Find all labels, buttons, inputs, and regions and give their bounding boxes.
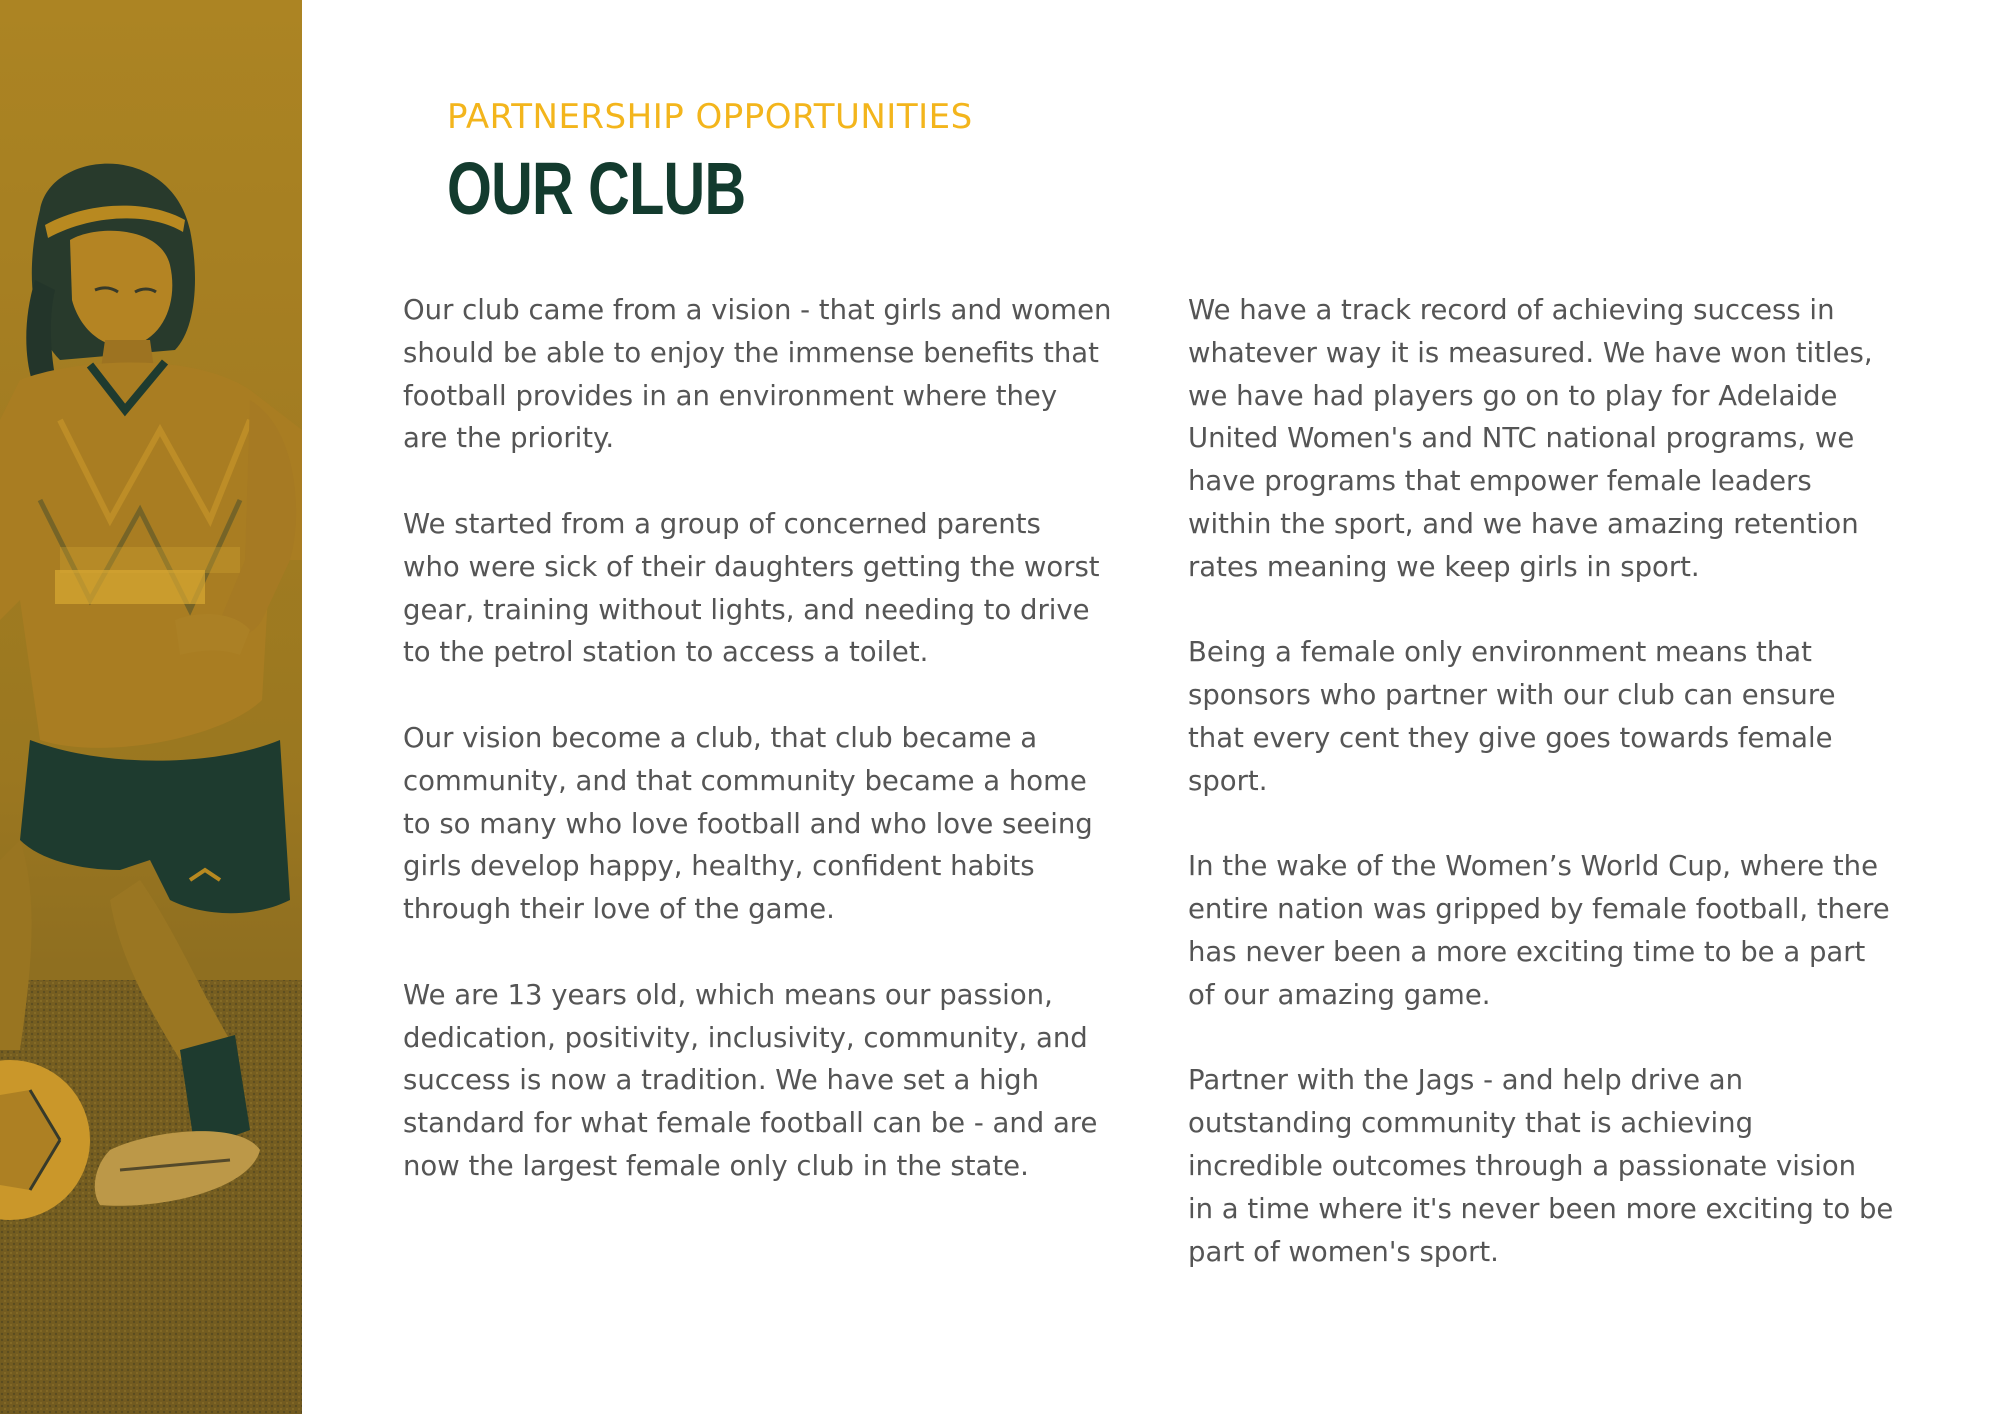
- paragraph: [403, 289, 1163, 460]
- paragraph-gap: [403, 674, 1163, 717]
- paragraph-gap: [403, 460, 1163, 503]
- text-line: who were sick of their daughters getting the worst: [403, 550, 1100, 583]
- text-line: we have had players go on to play for Adelaide: [1188, 379, 1838, 412]
- text-line: has never been a more exciting time to be a part: [1188, 935, 1866, 968]
- text-line: that every cent they give goes towards female: [1188, 721, 1833, 754]
- text-line: within the sport, and we have amazing retention: [1188, 507, 1859, 540]
- text-line: whatever way it is measured. We have won titles,: [1188, 336, 1873, 369]
- paragraph-gap: [1188, 803, 1978, 846]
- text-line: dedication, positivity, inclusivity, community, and: [403, 1021, 1088, 1054]
- paragraph: [403, 717, 1163, 931]
- paragraph: [403, 503, 1163, 674]
- text-line: sport.: [1188, 764, 1268, 797]
- text-line: community, and that community became a home: [403, 764, 1087, 797]
- text-line: part of women's sport.: [1188, 1235, 1499, 1268]
- text-line: We have a track record of achieving success in: [1188, 294, 1835, 326]
- text-line: to the petrol station to access a toilet.: [403, 636, 929, 669]
- text-line: gear, training without lights, and needing to drive: [403, 593, 1090, 626]
- text-line: United Women's and NTC national programs, we: [1188, 422, 1855, 455]
- text-line: have programs that empower female leaders: [1188, 465, 1812, 498]
- text-line: sponsors who partner with our club can ensure: [1188, 679, 1836, 712]
- paragraph-gap: [1188, 1017, 1978, 1060]
- text-line: Our vision become a club, that club became a: [403, 721, 1038, 754]
- text-line: In the wake of the Women’s World Cup, where the: [1188, 850, 1879, 883]
- text-line: entire nation was gripped by female football, there: [1188, 893, 1890, 926]
- text-line: Our club came from a vision - that girls and women: [403, 294, 1112, 326]
- text-line: girls develop happy, healthy, confident habits: [403, 850, 1035, 883]
- text-line: of our amazing game.: [1188, 978, 1491, 1011]
- text-line: incredible outcomes through a passionate vision: [1188, 1149, 1857, 1182]
- text-line: We are 13 years old, which means our passion,: [403, 978, 1053, 1011]
- text-line: rates meaning we keep girls in sport.: [1188, 550, 1700, 583]
- text-line: now the largest female only club in the state.: [403, 1149, 1029, 1182]
- page-title: OUR CLUB: [447, 147, 746, 230]
- text-line: outstanding community that is achieving: [1188, 1107, 1754, 1140]
- text-line: are the priority.: [403, 422, 615, 455]
- text-line: success is now a tradition. We have set a high: [403, 1064, 1040, 1097]
- text-line: should be able to enjoy the immense benefits that: [403, 336, 1099, 369]
- paragraph: [1188, 1059, 1978, 1273]
- text-line: Partner with the Jags - and help drive an: [1188, 1064, 1744, 1097]
- paragraph: [1188, 845, 1978, 1016]
- left-column: [403, 289, 1163, 1188]
- text-line: Being a female only environment means that: [1188, 636, 1812, 669]
- text-line: football provides in an environment where they: [403, 379, 1058, 412]
- text-line: standard for what female football can be - and are: [403, 1107, 1098, 1140]
- right-column: [1188, 289, 1978, 1273]
- paragraph: [1188, 631, 1978, 802]
- text-line: to so many who love football and who love seeing: [403, 807, 1093, 840]
- paragraph-gap: [1188, 589, 1978, 632]
- text-line: We started from a group of concerned parents: [403, 507, 1041, 540]
- text-line: through their love of the game.: [403, 893, 835, 926]
- player-photo: [0, 0, 302, 1414]
- text-line: in a time where it's never been more exciting to be: [1188, 1192, 1894, 1225]
- section-eyebrow: PARTNERSHIP OPPORTUNITIES: [447, 97, 973, 137]
- paragraph: [1188, 289, 1978, 589]
- paragraph: [403, 974, 1163, 1188]
- paragraph-gap: [403, 931, 1163, 974]
- duotone-photo-icon: [0, 0, 302, 1414]
